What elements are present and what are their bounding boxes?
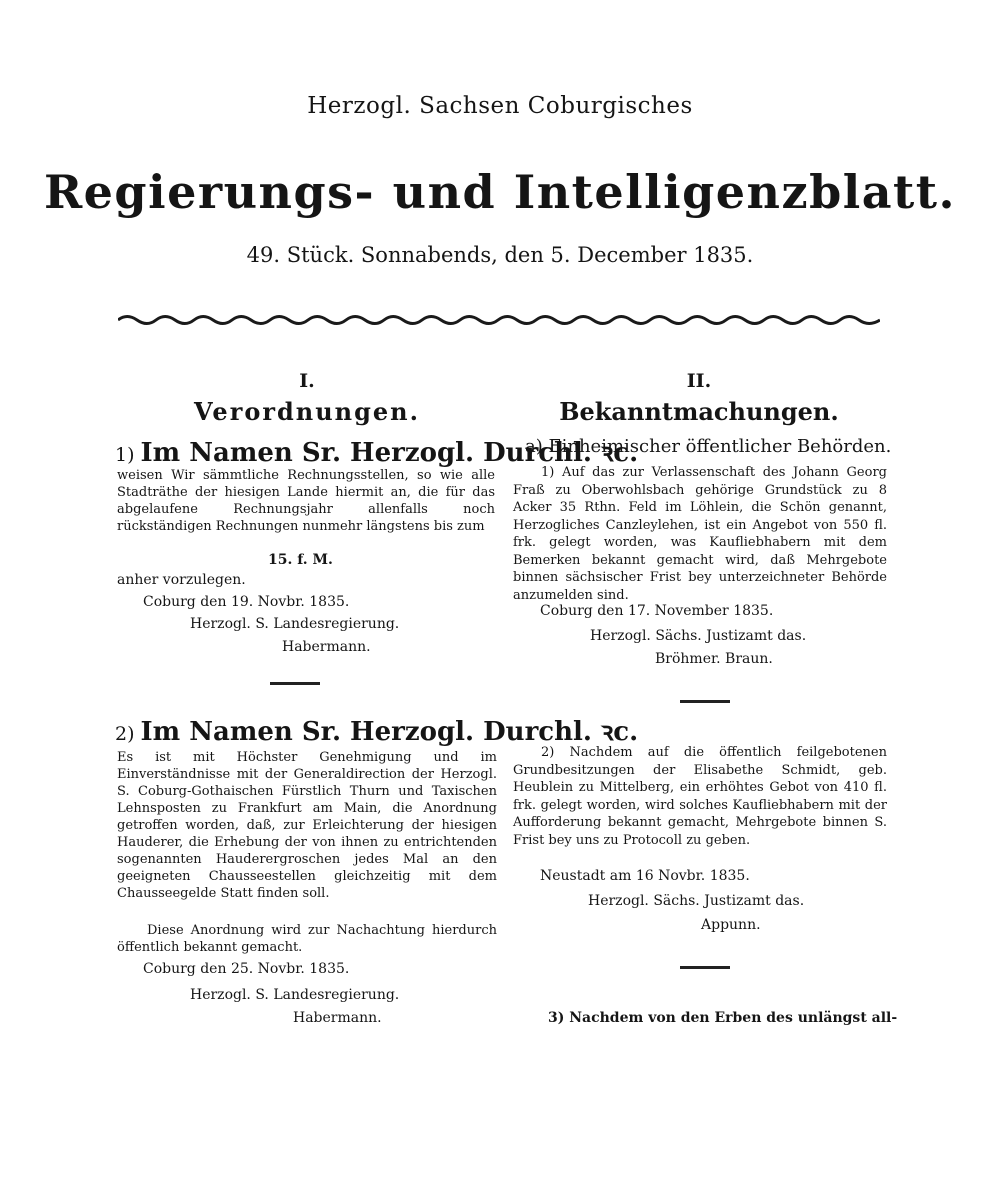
item-1-body-end: anher vorzulegen. bbox=[117, 572, 246, 588]
notice-1-body: 1) Auf das zur Verlassenschaft des Johann Georg Fraß zu Oberwohlsbach gehörige Grundstück zu 8 Acker 35 Rthn. Feld im Löhlein, die Schön genannt, Herzogliches Canzleylehen, ist ein Angebot von 550 fl. frk. gelegt worden, was Kaufliebhabern mit dem Bemerken bekannt gemacht wird, daß Mehrgebote binnen sächsischer Frist bey unterzeichneter Behörde anzumelden sind. bbox=[513, 465, 887, 603]
item-separator bbox=[270, 682, 320, 685]
notice-separator-2 bbox=[680, 966, 730, 969]
item-2-body-notice: Diese Anordnung wird zur Nachachtung hierdurch öffentlich bekannt gemacht. bbox=[117, 923, 497, 955]
notice-2-authority: Herzogl. Sächs. Justizamt das. bbox=[588, 893, 805, 909]
item-2-heading bbox=[115, 712, 638, 748]
item-2-place-date: Coburg den 25. Novbr. 1835. bbox=[143, 961, 350, 977]
item-1-place-date: Coburg den 19. Novbr. 1835. bbox=[143, 594, 350, 610]
section-2-numeral: II. bbox=[686, 370, 712, 392]
item-2-signature: Habermann. bbox=[293, 1010, 382, 1026]
notice-separator-1 bbox=[680, 700, 730, 703]
section-1-title: Verordnungen. bbox=[194, 397, 420, 426]
item-1-signature: Habermann. bbox=[282, 639, 371, 655]
item-2-body: Es ist mit Höchster Genehmigung und im Einverständnisse mit der Generaldirection der Herzogl. S. Coburg-Gothaischen Fürstlich Thurn und Taxischen Lehnsposten zu Frankfurt am Main, die Anordnung getroffen worden, daß, zur Erleichterung der hiesigen Hauderer, die Erhebung der von ihnen zu entrichtenden sogenannten Hauderergroschen jedes Mal an den geeigneten Chausseestellen gleichzeitig mit dem Chausseegelde Statt finden soll. bbox=[117, 750, 497, 901]
item-2-heading-text: Im Namen Sr. Herzogl. Durchl. ꝛc. bbox=[140, 717, 639, 747]
notice-1-place-date: Coburg den 17. November 1835. bbox=[540, 603, 774, 619]
item-1-authority: Herzogl. S. Landesregierung. bbox=[190, 616, 400, 632]
item-2-number: 2) bbox=[115, 723, 135, 745]
item-1-heading-text: Im Namen Sr. Herzogl. Durchl. ꝛc. bbox=[140, 438, 639, 468]
item-1-deadline: 15. f. M. bbox=[268, 552, 333, 568]
item-2-authority: Herzogl. S. Landesregierung. bbox=[190, 987, 400, 1003]
notice-2-place-date: Neustadt am 16 Novbr. 1835. bbox=[540, 868, 750, 884]
wavy-rule-divider bbox=[118, 313, 880, 327]
section-2-subheading: a) Einheimischer öffentlicher Behörden. bbox=[525, 436, 892, 457]
notice-1-authority: Herzogl. Sächs. Justizamt das. bbox=[590, 628, 807, 644]
section-2-title: Bekanntmachungen. bbox=[559, 397, 839, 426]
masthead-title: Regierungs- und Intelligenzblatt. bbox=[43, 165, 957, 219]
masthead-subtitle: Herzogl. Sachsen Coburgisches bbox=[307, 93, 693, 119]
notice-2-body: 2) Nachdem auf die öffentlich feilgebotenen Grundbesitzungen der Elisabethe Schmidt, geb. Heublein zu Mittelberg, ein erhöhtes Gebot von 410 fl. frk. gelegt worden, wird solches Kaufliebhabern mit der Aufforderung bekannt gemacht, Mehrgebote binnen S. Frist bey uns zu Protocoll zu geben. bbox=[513, 745, 887, 848]
section-1-numeral: I. bbox=[299, 370, 315, 392]
item-1-body: weisen Wir sämmtliche Rechnungsstellen, so wie alle Stadträthe der hiesigen Lande hiermit an, die für das abgelaufene Rechnungsjahr allenfalls noch rückständigen Rechnungen nunmehr längstens bis zum bbox=[117, 468, 495, 534]
notice-1-signatures: Bröhmer. Braun. bbox=[655, 651, 773, 667]
item-1-number: 1) bbox=[115, 444, 135, 466]
notice-2-signature: Appunn. bbox=[701, 917, 761, 933]
notice-3-body-start: 3) Nachdem von den Erben des unlängst all- bbox=[548, 1010, 898, 1026]
issue-line: 49. Stück. Sonnabends, den 5. December 1835. bbox=[246, 243, 754, 267]
